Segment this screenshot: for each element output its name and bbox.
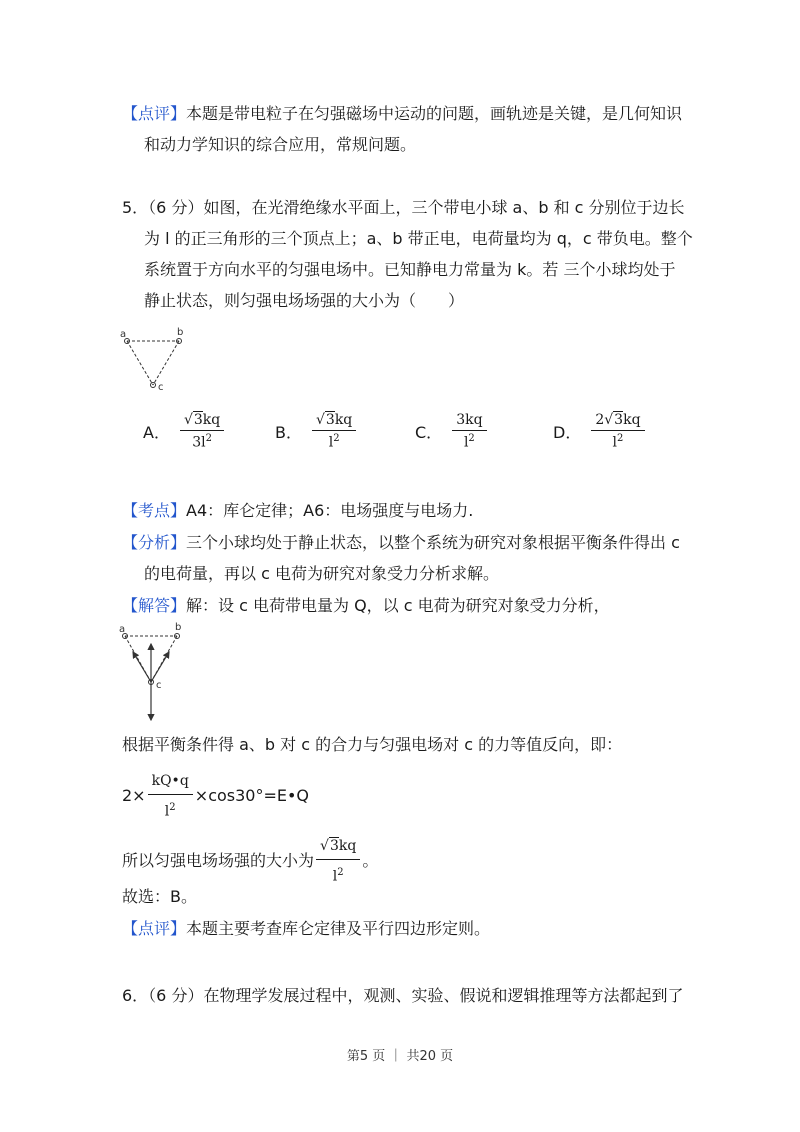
question-5-line-1	[122, 197, 685, 219]
label-c: c	[158, 382, 164, 393]
question-5-line-4: 静止状态，则匀强电场场强的大小为（ ）	[144, 291, 465, 310]
choice-a-label: A．	[143, 422, 170, 442]
solution-line-1: 根据平衡条件得 a、b 对 c 的合力与匀强电场对 c 的力等值反向，即：	[122, 735, 623, 754]
choice-d-formula: $\frac{2√3kq}{l^2}$	[591, 412, 644, 451]
fenxi-tag: 【分析】	[122, 533, 187, 552]
eq-fraction: $\frac{kQ•q}{l^2}$	[148, 770, 193, 823]
jieda-tag: 【解答】	[122, 596, 187, 615]
question-text: 在物理学发展过程中，观测、实验、假说和逻辑推理等方法都起到了	[203, 986, 684, 1005]
fenxi-line-2: 的电荷量，再以 c 电荷为研究对象受力分析求解。	[144, 564, 499, 583]
choice-a[interactable]	[143, 412, 226, 451]
review-tag: 【点评】	[122, 104, 187, 123]
choice-b-formula: $\frac{√3kq}{l^2}$	[312, 412, 356, 451]
question-number: 5．（6 分）	[122, 198, 204, 217]
label-b: b	[175, 622, 182, 633]
review-2-line	[122, 918, 490, 940]
choice-b-label: B．	[275, 422, 302, 442]
answer-fraction: $\frac{√3kq}{l^2}$	[316, 835, 360, 888]
review-1-line-1	[122, 103, 682, 125]
choice-c[interactable]	[415, 412, 489, 451]
choose-line: 故选：B。	[122, 887, 197, 906]
label-a: a	[120, 329, 127, 340]
choice-a-formula: $\frac{√3kq}{3l^2}$	[180, 412, 224, 451]
label-a: a	[119, 624, 126, 635]
equation	[122, 770, 309, 823]
triangle-figure	[115, 325, 205, 395]
review-text: 本题主要考查库仑定律及平行四边形定则。	[186, 919, 491, 938]
question-number: 6．（6 分）	[122, 986, 204, 1005]
answer-suffix: 。	[362, 851, 379, 871]
jieda-text: 解：设 c 电荷带电量为 Q，以 c 电荷为研究对象受力分析，	[186, 596, 610, 615]
page-footer: 第5 页 ｜ 共20 页	[346, 1049, 454, 1064]
review-text: 本题是带电粒子在匀强磁场中运动的问题，画轨迹是关键，是几何知识	[186, 104, 683, 123]
review-1-line-2: 和动力学知识的综合应用，常规问题。	[144, 135, 417, 154]
label-b: b	[177, 327, 184, 338]
fenxi-text: 三个小球均处于静止状态，以整个系统为研究对象根据平衡条件得出 c	[186, 533, 680, 552]
answer-line	[122, 835, 378, 888]
question-text: 如图，在光滑绝缘水平面上，三个带电小球 a、b 和 c 分别位于边长	[203, 198, 685, 217]
fenxi-line-1	[122, 532, 680, 554]
question-5-line-2: 为 l 的正三角形的三个顶点上；a、b 带正电，电荷量均为 q，c 带负电。整个	[144, 229, 693, 248]
kaodian-text: A4：库仑定律；A6：电场强度与电场力.	[186, 501, 474, 520]
choice-c-formula: $\frac{3kq}{l^2}$	[452, 412, 486, 451]
question-6-line-1	[122, 985, 683, 1007]
label-c: c	[156, 680, 162, 691]
answer-prefix: 所以匀强电场场强的大小为	[122, 851, 315, 871]
choice-d[interactable]	[553, 412, 647, 451]
kaodian-line	[122, 500, 473, 522]
review-tag: 【点评】	[122, 919, 187, 938]
jieda-line	[122, 595, 610, 617]
kaodian-tag: 【考点】	[122, 501, 187, 520]
force-diagram	[115, 622, 205, 727]
eq-prefix: 2×	[122, 786, 146, 806]
question-5-line-3: 系统置于方向水平的匀强电场中。已知静电力常量为 k。若 三个小球均处于	[144, 260, 676, 279]
choice-d-label: D．	[553, 422, 582, 442]
eq-suffix: ×cos30°=E•Q	[194, 786, 310, 806]
choice-c-label: C．	[415, 422, 443, 442]
choice-b[interactable]	[275, 412, 358, 451]
